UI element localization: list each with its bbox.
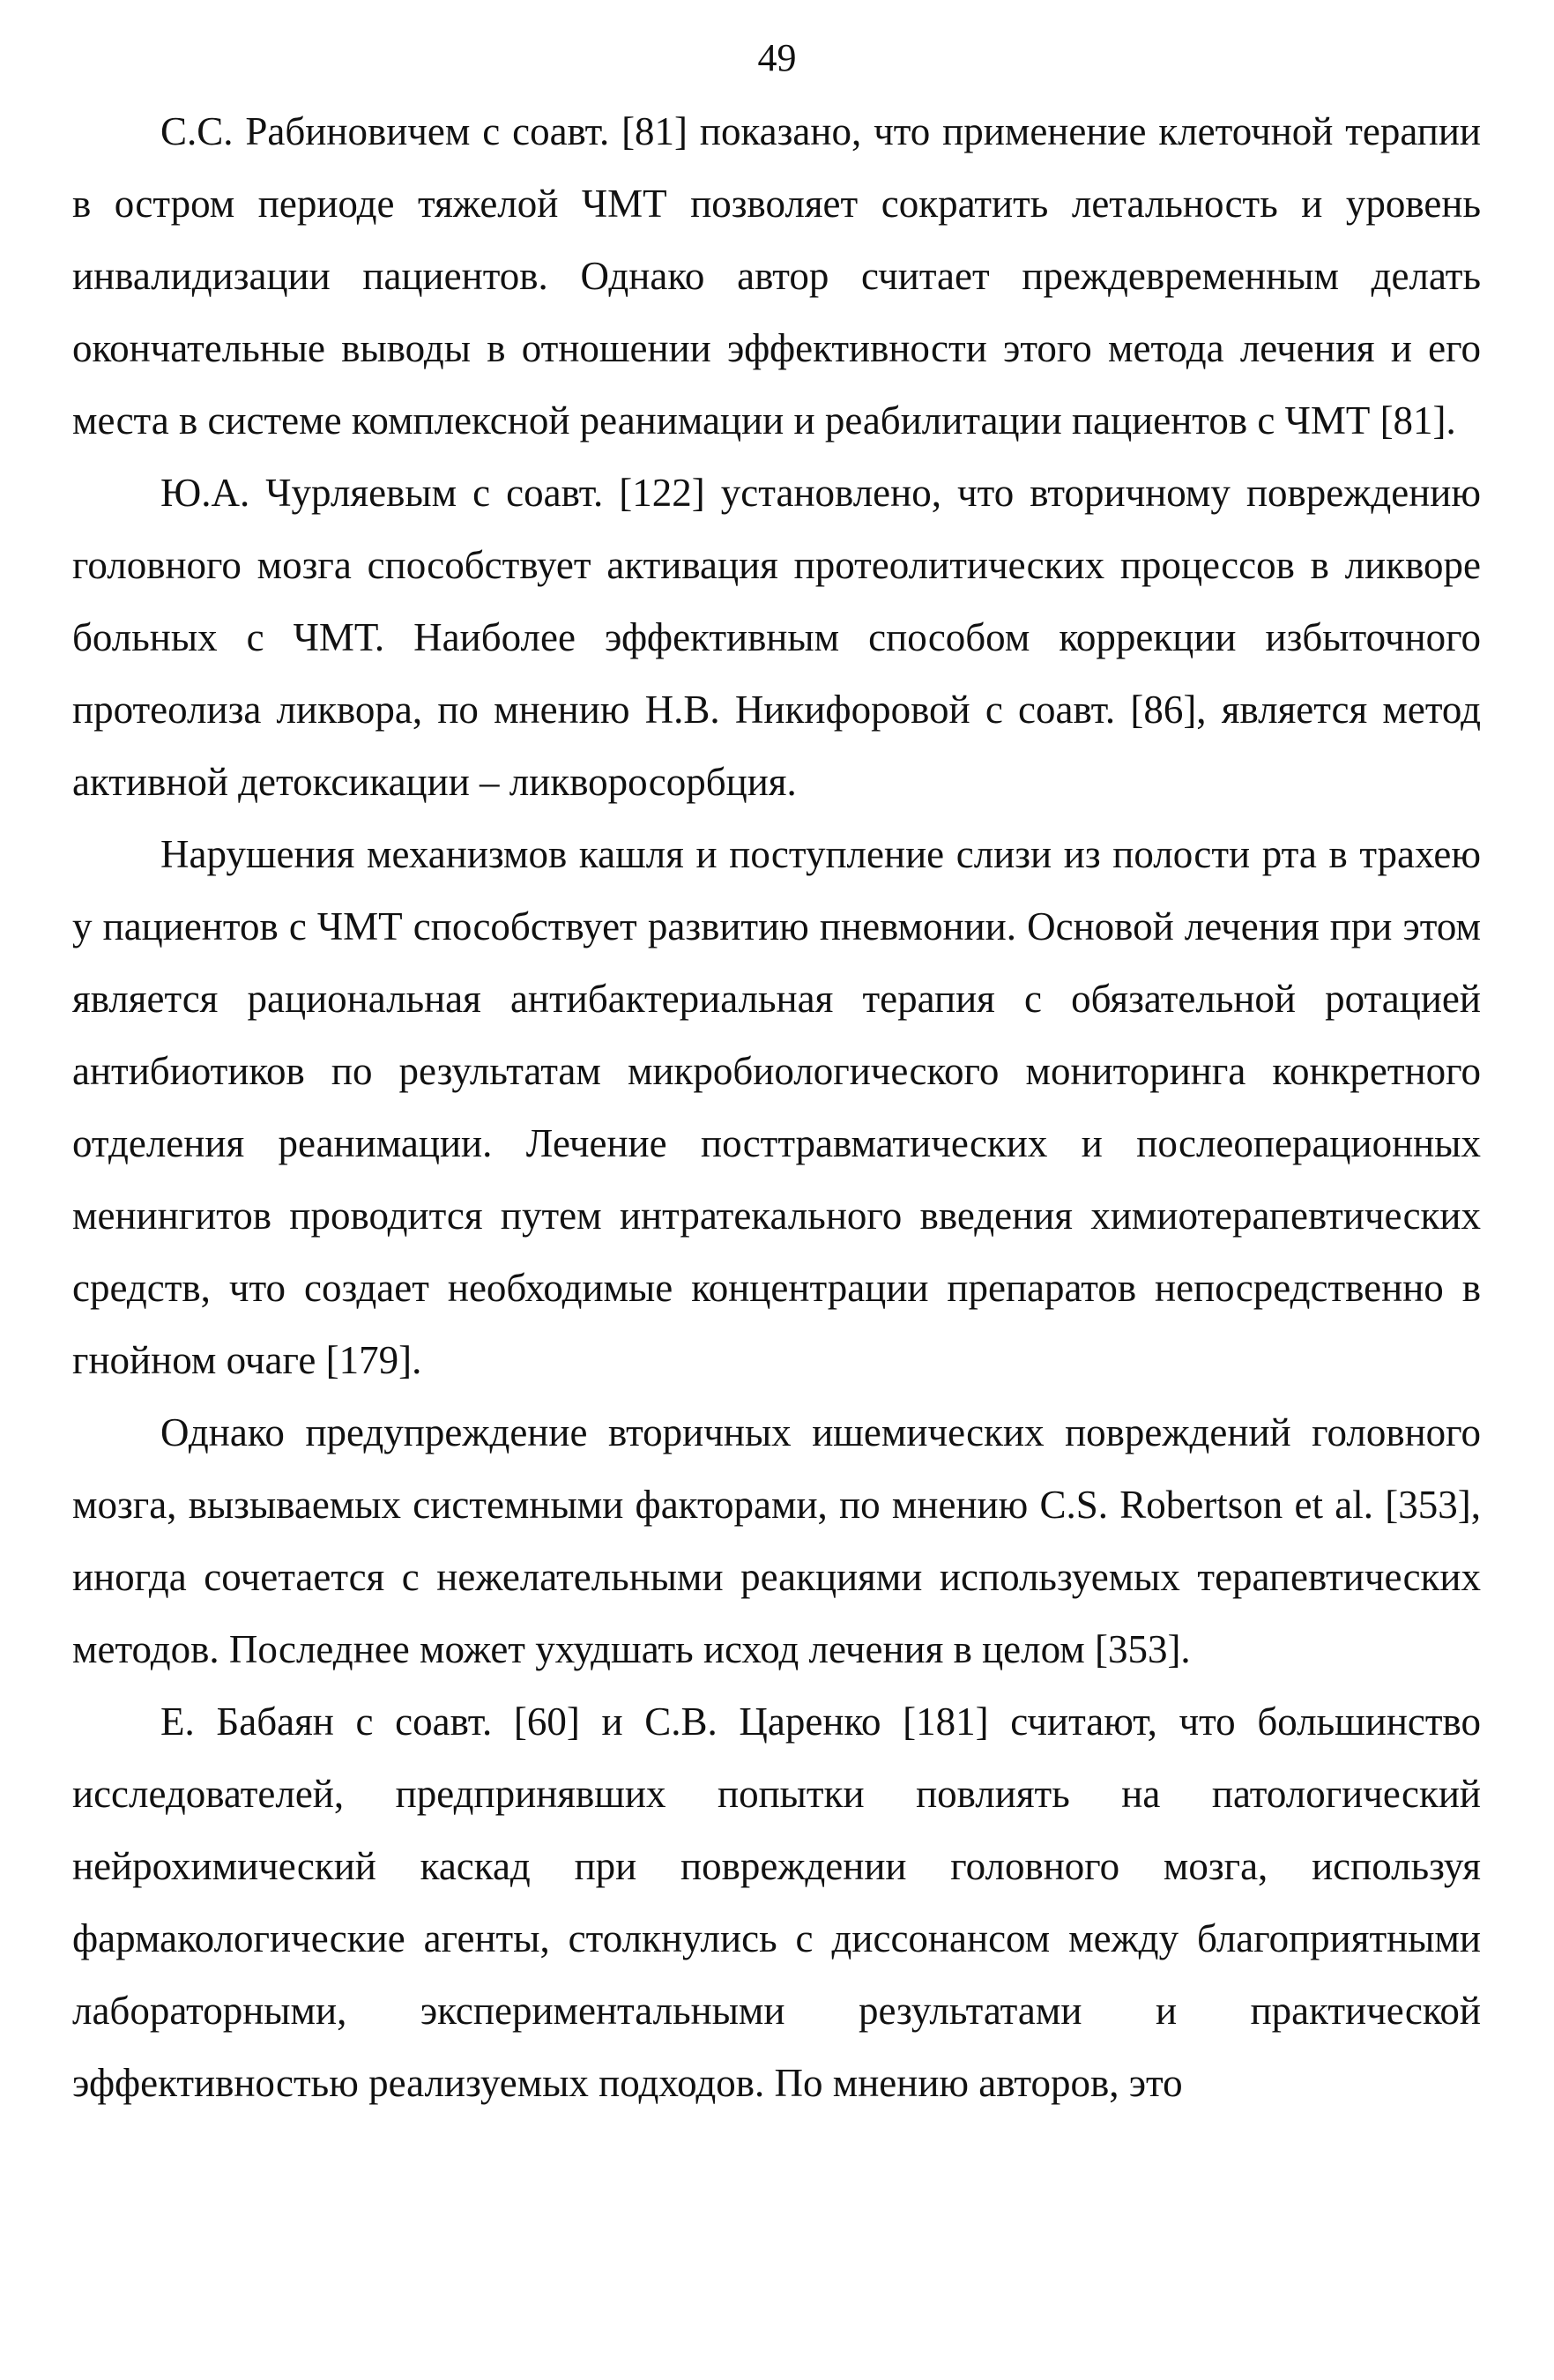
text-body <box>72 95 1481 2119</box>
paragraph-churlyaev: Ю.А. Чурляевым с соавт. [122] установлено, что вторичному повреждению головного мозга способствует активация протеолитических процессов в ликворе больных с ЧМТ. Наиболее эффективным способом коррекции избыточного протеолиза ликвора, по мнению Н.В. Никифоровой с соавт. [86], является метод активной детоксикации – ликворосорбция. <box>72 471 1481 804</box>
paragraph-pneumonia: Нарушения механизмов кашля и поступление слизи из полости рта в трахею у пациентов с ЧМТ способствует развитию пневмонии. Основой лечения при этом является рациональная антибактериальная терапия с обязательной ротацией антибиотиков по результатам микробиологического мониторинга конкретного отделения реанимации. Лечение посттравматических и послеоперационных менингитов проводится путем интратекального введения химиотерапевтических средств, что создает необходимые концентрации препаратов непосредственно в гнойном очаге [179]. <box>72 832 1481 1382</box>
paragraph-robertson: Однако предупреждение вторичных ишемических повреждений головного мозга, вызываемых системными факторами, по мнению C.S. Robertson et al. [353], иногда сочетается с нежелательными реакциями используемых терапевтических методов. Последнее может ухудшать исход лечения в целом [353]. <box>72 1410 1481 1671</box>
page-number: 49 <box>757 36 797 79</box>
paragraph-rabinovich: С.С. Рабиновичем с соавт. [81] показано, что применение клеточной терапии в остром периоде тяжелой ЧМТ позволяет сократить летальность и уровень инвалидизации пациентов. Однако автор считает преждевременным делать окончательные выводы в отношении эффективности этого метода лечения и его места в системе комплексной реанимации и реабилитации пациентов с ЧМТ [81]. <box>72 109 1481 443</box>
paragraph-babayan: Е. Бабаян с соавт. [60] и С.В. Царенко [181] считают, что большинство исследователей, предпринявших попытки повлиять на патологический нейрохимический каскад при повреждении головного мозга, используя фармакологические агенты, столкнулись с диссонансом между благоприятными лабораторными, экспериментальными результатами и практической эффективностью реализуемых подходов. По мнению авторов, это <box>72 1699 1481 2105</box>
